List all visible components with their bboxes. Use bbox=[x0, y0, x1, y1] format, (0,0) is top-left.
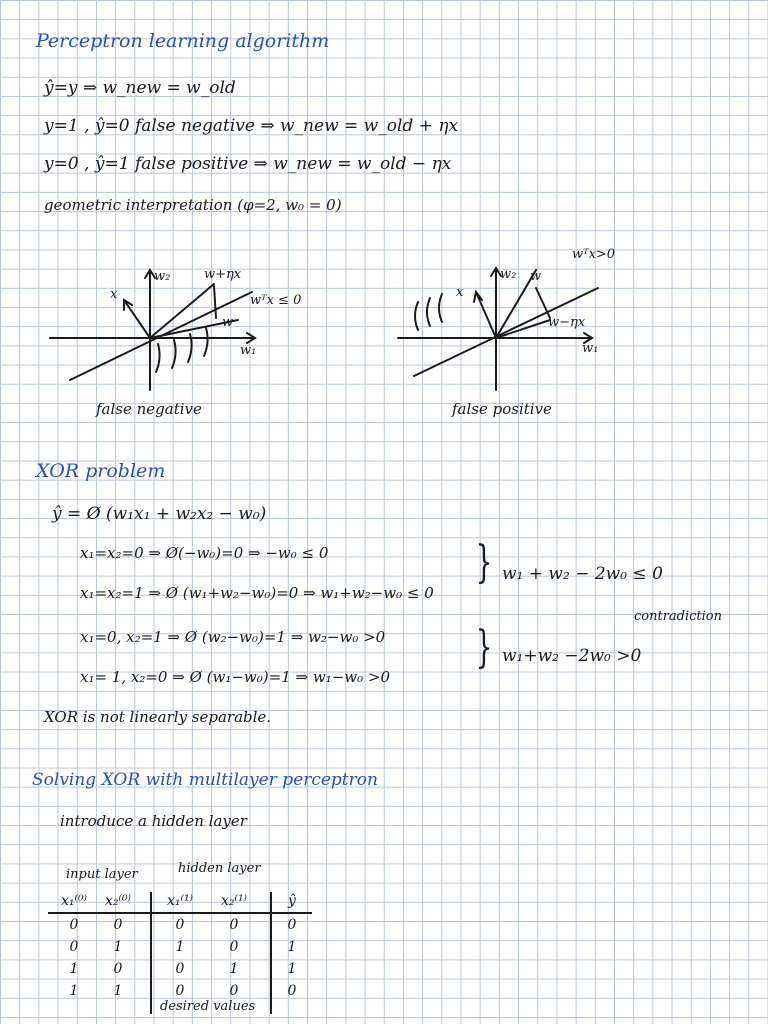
mlp-intro: introduce a hidden layer bbox=[60, 812, 247, 830]
table-cell: 0 bbox=[175, 917, 185, 933]
table-divider-input bbox=[150, 892, 152, 1014]
header-y-hat: ŷ bbox=[288, 893, 296, 909]
rule-correct: ŷ=y ⇒ w_new = w_old bbox=[44, 78, 236, 98]
table-cell: 1 bbox=[229, 961, 239, 977]
table-cell: 0 bbox=[175, 983, 185, 999]
xor-sum-leq: w₁ + w₂ − 2w₀ ≤ 0 bbox=[502, 564, 663, 584]
table-cell: 0 bbox=[229, 983, 239, 999]
label-x: x bbox=[456, 285, 464, 300]
label-w: w bbox=[530, 269, 542, 284]
geometric-interpretation: geometric interpretation (φ=2, w₀ = 0) bbox=[44, 196, 342, 214]
x-vector bbox=[124, 300, 150, 338]
label-w-plus-eta-x: w+ηx bbox=[204, 267, 242, 282]
mlp-title: Solving XOR with multilayer perceptron bbox=[32, 770, 378, 790]
table-cell: 1 bbox=[287, 961, 297, 977]
brace-top: } bbox=[475, 537, 493, 588]
table-cell: 0 bbox=[69, 917, 79, 933]
truth-table bbox=[48, 892, 312, 1014]
label-condition: wᵀx ≤ 0 bbox=[250, 293, 302, 308]
caption-false-positive: false positive bbox=[452, 400, 552, 418]
xor-conclusion: XOR is not linearly separable. bbox=[44, 708, 272, 726]
xor-case-10: x₁= 1, x₂=0 ⇒ Ø (w₁−w₀)=1 ⇒ w₁−w₀ >0 bbox=[80, 668, 390, 686]
xor-case-11: x₁=x₂=1 ⇒ Ø (w₁+w₂−w₀)=0 ⇒ w₁+w₂−w₀ ≤ 0 bbox=[80, 584, 434, 602]
label-w: w bbox=[222, 315, 234, 330]
label-w1: w₁ bbox=[582, 341, 599, 356]
table-cell: 1 bbox=[175, 939, 185, 955]
header-x2-1: x₂⁽¹⁾ bbox=[221, 893, 247, 909]
table-footnote: desired values bbox=[160, 999, 256, 1014]
xor-case-00: x₁=x₂=0 ⇒ Ø(−w₀)=0 ⇒ −w₀ ≤ 0 bbox=[80, 544, 329, 562]
brace-bottom: } bbox=[475, 622, 493, 673]
decision-boundary bbox=[414, 288, 598, 376]
table-cell: 1 bbox=[69, 961, 79, 977]
table-cell: 0 bbox=[69, 939, 79, 955]
xor-sum-gt: w₁+w₂ −2w₀ >0 bbox=[502, 646, 642, 666]
table-cell: 0 bbox=[175, 961, 185, 977]
xor-case-01: x₁=0, x₂=1 ⇒ Ø (w₂−w₀)=1 ⇒ w₂−w₀ >0 bbox=[80, 628, 386, 646]
label-w2: w₂ bbox=[154, 269, 171, 284]
x-vector bbox=[476, 292, 496, 338]
xor-equation: ŷ = Ø (w₁x₁ + w₂x₂ − w₀) bbox=[52, 504, 267, 524]
label-w2: w₂ bbox=[500, 267, 517, 282]
header-x2-0: x₂⁽⁰⁾ bbox=[105, 893, 131, 909]
false-positive-figure bbox=[392, 240, 652, 400]
table-divider-hidden bbox=[270, 892, 272, 1014]
contradiction-label: contradiction bbox=[634, 609, 723, 624]
update-arrow bbox=[214, 286, 216, 318]
label-x: x bbox=[110, 287, 118, 302]
caption-false-negative: false negative bbox=[96, 400, 202, 418]
table-group-input: input layer bbox=[66, 867, 138, 882]
label-w-minus-eta-x: w−ηx bbox=[548, 315, 586, 330]
table-cell: 0 bbox=[287, 917, 297, 933]
header-x1-0: x₁⁽⁰⁾ bbox=[61, 893, 87, 909]
xor-title: XOR problem bbox=[36, 460, 166, 482]
rule-false-positive: y=0 , ŷ=1 false positive ⇒ w_new = w_old − ηx bbox=[44, 154, 452, 174]
hatching bbox=[415, 294, 442, 330]
header-x1-1: x₁⁽¹⁾ bbox=[167, 893, 193, 909]
w-plus-eta-x-vector bbox=[150, 284, 214, 338]
table-cell: 0 bbox=[287, 983, 297, 999]
table-cell: 1 bbox=[69, 983, 79, 999]
table-group-hidden: hidden layer bbox=[178, 861, 261, 876]
table-cell: 1 bbox=[287, 939, 297, 955]
label-w1: w₁ bbox=[240, 343, 257, 358]
rule-false-negative: y=1 , ŷ=0 false negative ⇒ w_new = w_old + ηx bbox=[44, 116, 459, 136]
page-title: Perceptron learning algorithm bbox=[36, 30, 330, 52]
table-cell: 1 bbox=[113, 983, 123, 999]
table-cell: 0 bbox=[113, 961, 123, 977]
false-negative-figure bbox=[40, 240, 320, 400]
table-cell: 0 bbox=[229, 917, 239, 933]
table-cell: 0 bbox=[113, 917, 123, 933]
table-cell: 1 bbox=[113, 939, 123, 955]
table-cell: 0 bbox=[229, 939, 239, 955]
label-condition: wᵀx>0 bbox=[572, 247, 616, 262]
table-header-rule bbox=[48, 912, 312, 914]
